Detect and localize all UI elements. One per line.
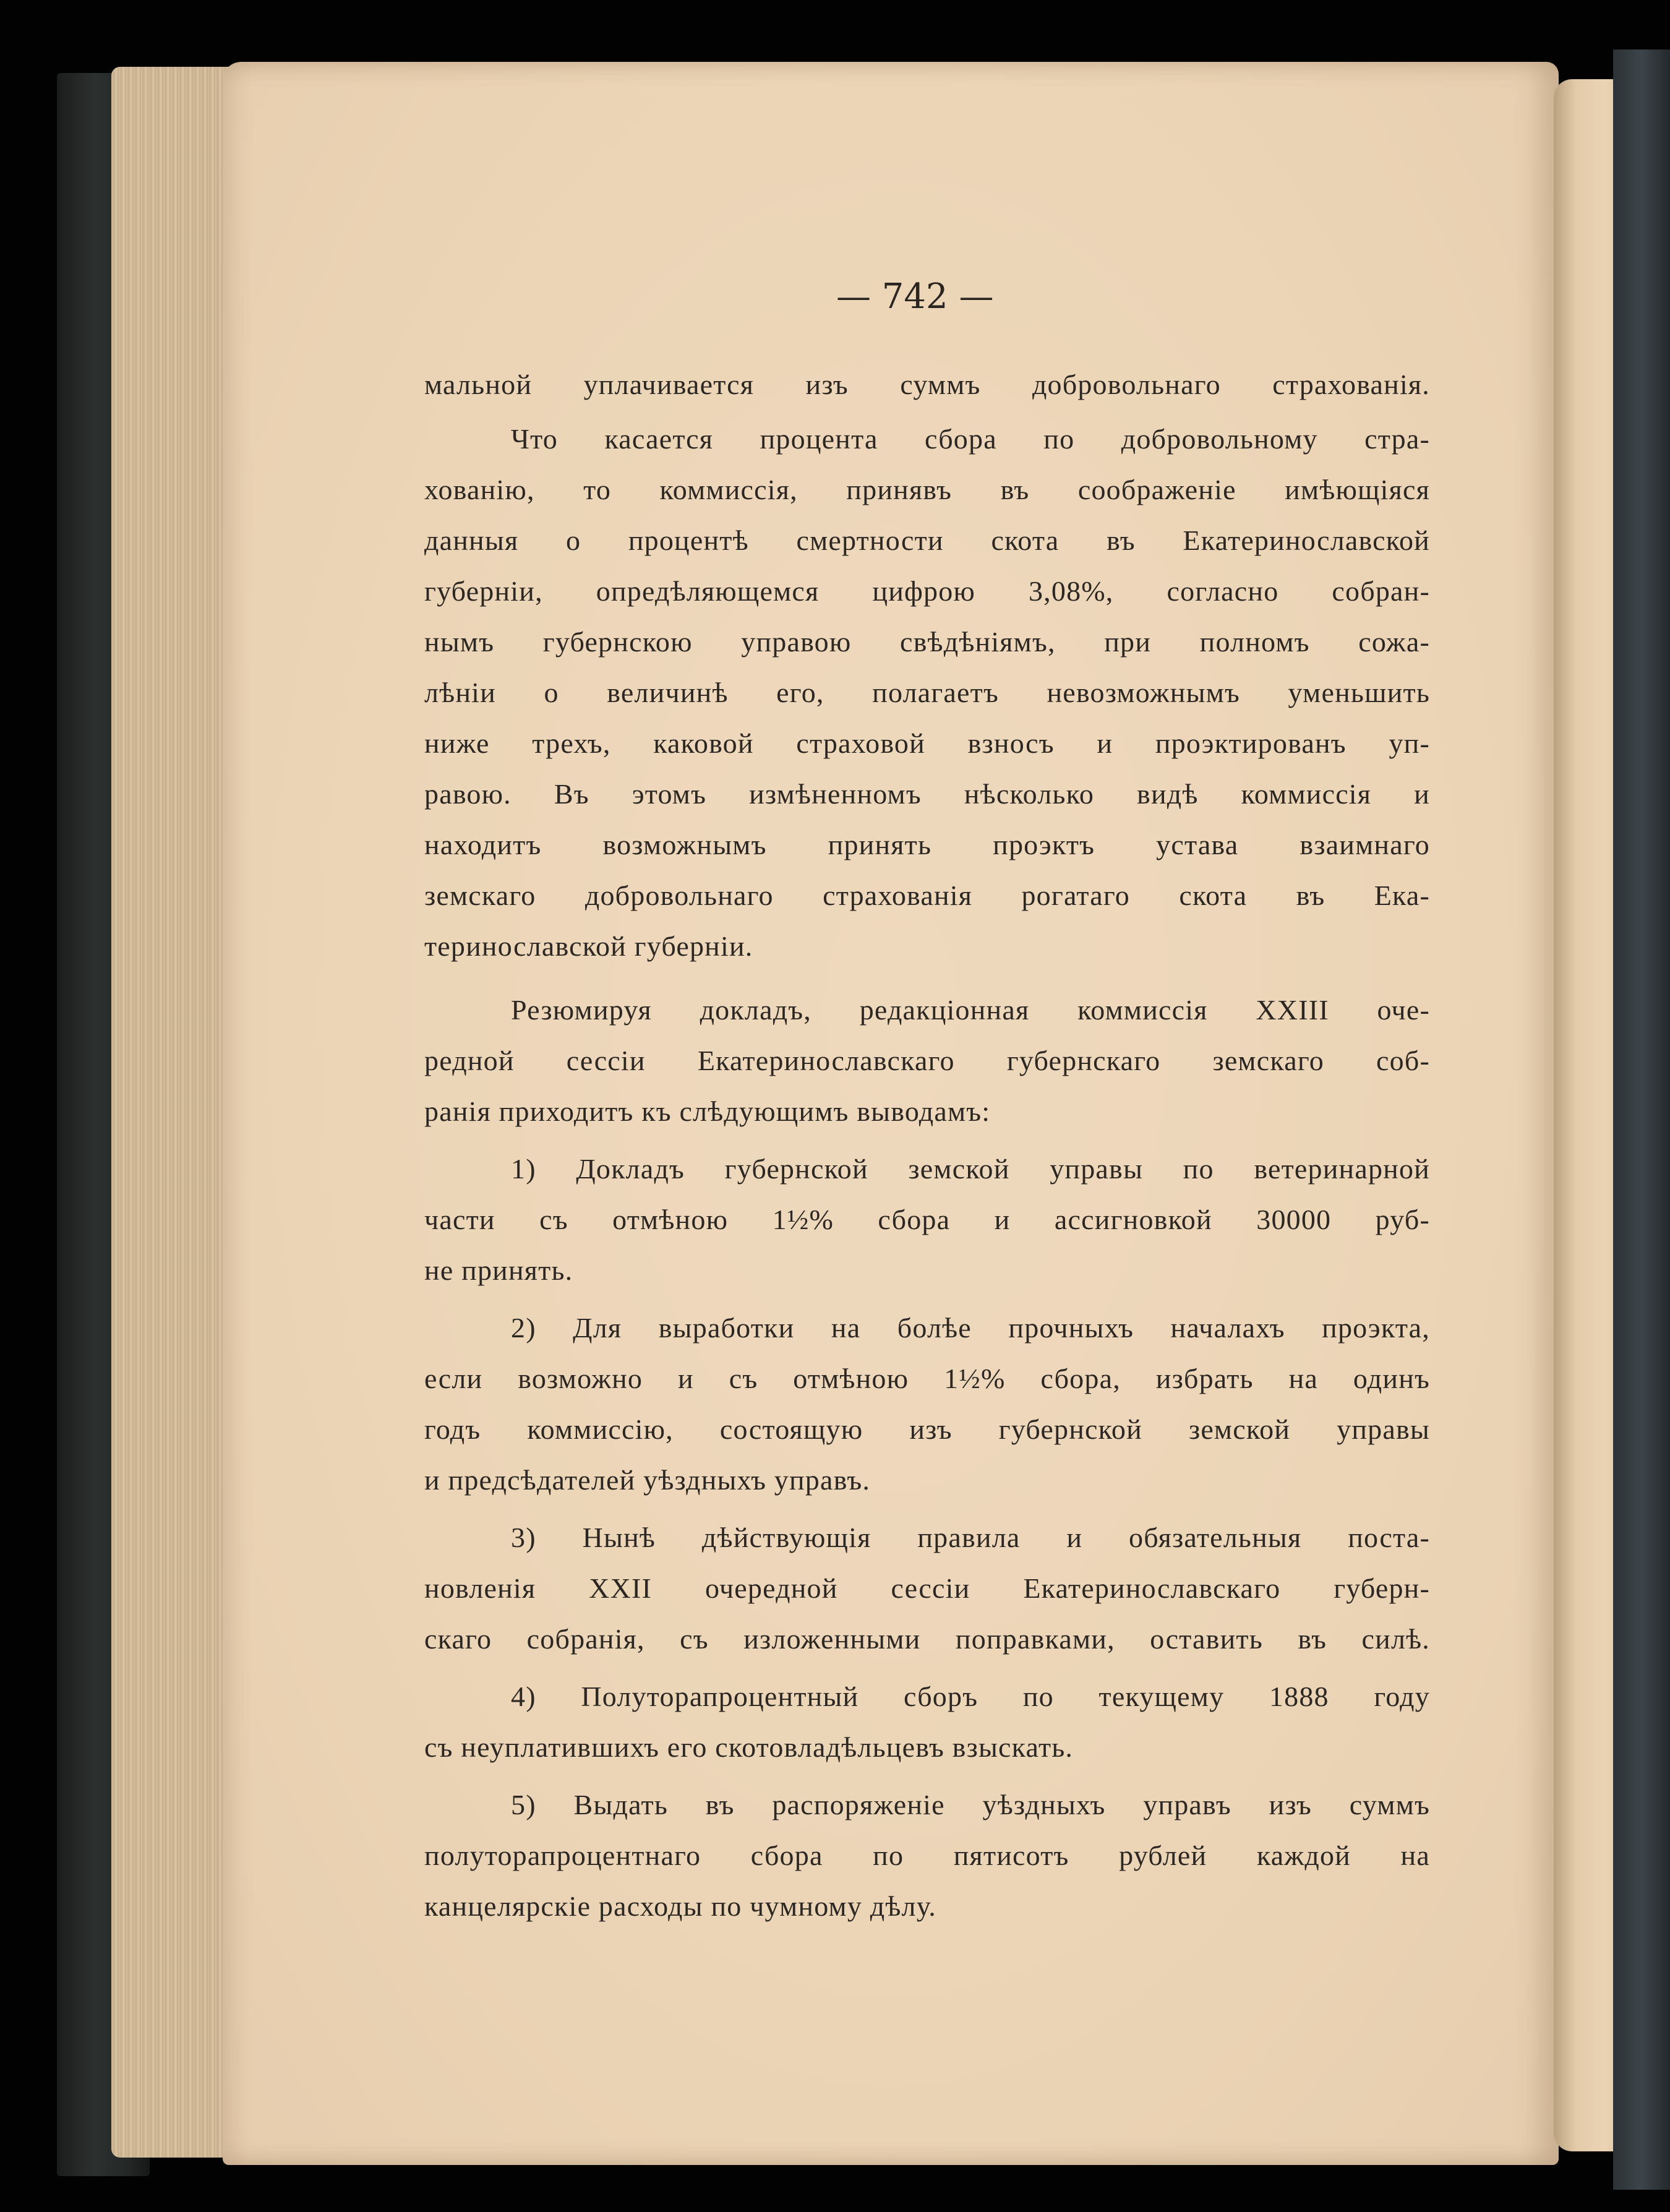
text-line: равою. Въ этомъ измѣненномъ нѣсколько видѣ коммиссія и bbox=[424, 778, 1430, 810]
text-line: скаго собранія, съ изложенными поправками, оставить въ силѣ. bbox=[424, 1623, 1430, 1655]
text-line: Что касается процента сбора по добровольному стра- bbox=[511, 423, 1430, 455]
text-line: Резюмируя докладъ, редакціонная коммиссія XXIII оче- bbox=[511, 994, 1430, 1026]
text-line: мальной уплачивается изъ суммъ добровольнаго страхованія. bbox=[424, 369, 1430, 400]
text-line: 1) Докладъ губернской земской управы по ветеринарной bbox=[511, 1153, 1430, 1185]
text-line: нымъ губернскою управою свѣдѣніямъ, при полномъ сожа- bbox=[424, 626, 1430, 658]
text-line: ниже трехъ, каковой страховой взносъ и проэктированъ уп- bbox=[424, 727, 1430, 759]
text-line: 5) Выдать въ распоряженіе уѣздныхъ управъ изъ суммъ bbox=[511, 1789, 1430, 1820]
text-line: и предсѣдателей уѣздныхъ управъ. bbox=[424, 1464, 871, 1496]
text-line: 2) Для выработки на болѣе прочныхъ началахъ проэкта, bbox=[511, 1312, 1430, 1344]
text-line: канцелярскіе расходы по чумному дѣлу. bbox=[424, 1890, 936, 1922]
text-line: редной сессіи Екатеринославскаго губернскаго земскаго соб- bbox=[424, 1045, 1430, 1076]
text-line: годъ коммиссію, состоящую изъ губернской земской управы bbox=[424, 1413, 1430, 1445]
text-line: 4) Полуторапроцентный сборъ по текущему 1888 году bbox=[511, 1681, 1430, 1712]
text-line: не принять. bbox=[424, 1254, 573, 1286]
text-line: части съ отмѣною 1½% сбора и ассигновкой 30000 руб- bbox=[424, 1204, 1430, 1235]
text-line: съ неуплатившихъ его скотовладѣльцевъ взыскать. bbox=[424, 1731, 1074, 1763]
text-line: если возможно и съ отмѣною 1½% сбора, избрать на одинъ bbox=[424, 1363, 1430, 1394]
text-line: лѣніи о величинѣ его, полагаетъ невозможнымъ уменьшить bbox=[424, 677, 1430, 708]
text-line: находитъ возможнымъ принять проэктъ устава взаимнаго bbox=[424, 829, 1430, 860]
text-line: новленія XXII очередной сессіи Екатеринославскаго губерн- bbox=[424, 1572, 1430, 1604]
text-line: хованію, то коммиссія, принявъ въ соображеніе имѣющіяся bbox=[424, 474, 1430, 505]
text-line: губерніи, опредѣляющемся цифрою 3,08%, согласно собран- bbox=[424, 575, 1430, 607]
text-line: теринославской губерніи. bbox=[424, 930, 753, 962]
text-line: 3) Нынѣ дѣйствующія правила и обязательныя поста- bbox=[511, 1522, 1430, 1553]
text-line: полуторапроцентнаго сбора по пятисотъ рублей каждой на bbox=[424, 1840, 1430, 1871]
text-line: ранія приходитъ къ слѣдующимъ выводамъ: bbox=[424, 1095, 991, 1127]
text-line: земскаго добровольнаго страхованія рогатаго скота въ Ека- bbox=[424, 880, 1430, 911]
page-number: — 742 — bbox=[836, 276, 994, 317]
text-line: данныя о процентѣ смертности скота въ Екатеринославской bbox=[424, 525, 1430, 556]
